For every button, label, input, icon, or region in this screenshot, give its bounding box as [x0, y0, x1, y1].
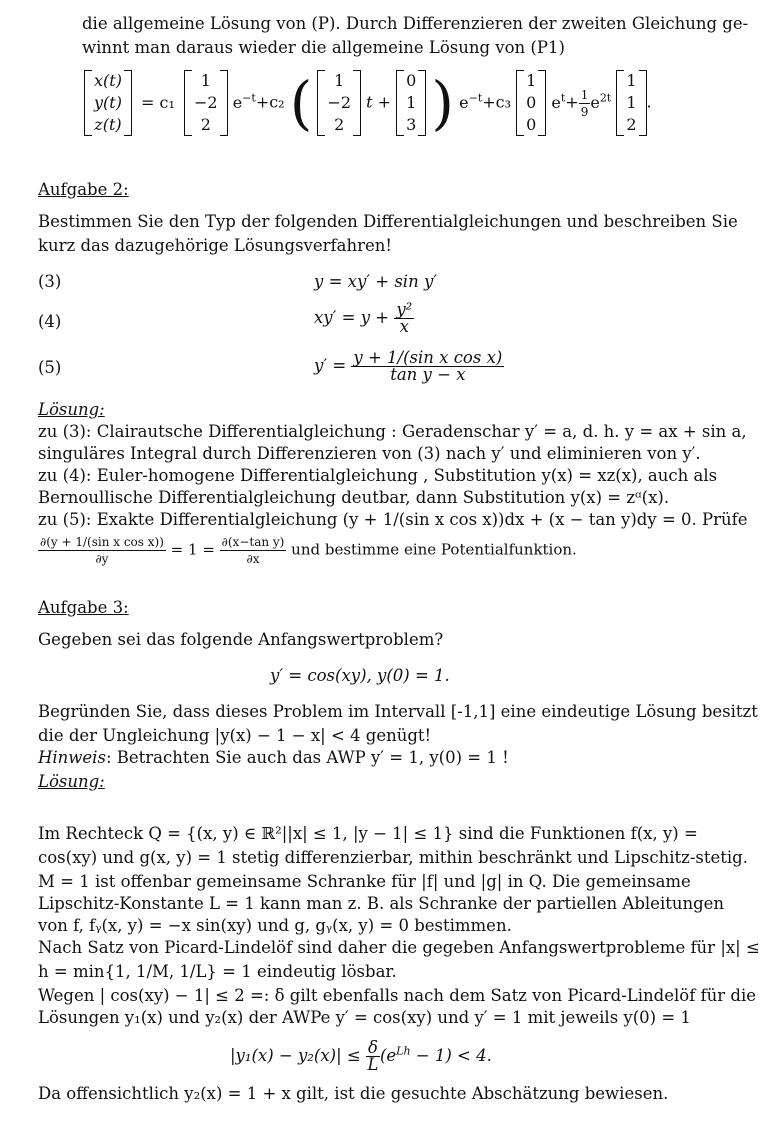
sol6-mid: = 1 = — [170, 540, 215, 559]
aufgabe3-p5: von f, fᵧ(x, y) = −x sin(xy) und g, gᵧ(x, y) = 0 bestimmen. — [38, 916, 512, 935]
aufgabe3-heading: Aufgabe 3: — [38, 598, 129, 617]
plus-c3: +c₃ — [482, 92, 512, 112]
v4-entry: 0 — [526, 93, 537, 112]
eq3: y = xy′ + sin y′ — [314, 272, 438, 291]
e-base: e — [551, 92, 561, 112]
v3-entry: 0 — [406, 71, 417, 90]
exp-term-2 — [459, 93, 482, 112]
vector-1 — [184, 70, 228, 136]
eq5-num: y + 1/(sin x cos x) — [353, 348, 503, 367]
v3-entry: 1 — [406, 93, 417, 112]
partial-frac-2 — [220, 534, 287, 567]
aufgabe3-text-1: Gegeben sei das folgende Anfangswertproblem? — [38, 630, 444, 649]
hint-label: Hinweis — [38, 748, 106, 767]
t-plus: t + — [366, 92, 392, 112]
sol6-tail: und bestimme eine Potentialfunktion. — [291, 540, 577, 559]
aufgabe3-p10: Da offensichtlich y₂(x) = 1 + x gilt, ist die gesuchte Abschätzung bewiesen. — [38, 1084, 669, 1103]
aufgabe2-heading: Aufgabe 2: — [38, 180, 129, 199]
aufgabe2-sol-2: singuläres Integral durch Differenzieren von (3) nach y′ und eliminieren von y′. — [38, 444, 701, 463]
vector-5 — [616, 70, 646, 136]
solution-vector-equation: x(t) y(t) z(t) = c₁ 1 −2 2 $e^{-t}+c_2$ ( 1 −2 2 t + 0 1 3 ) $e^{-t}+c_3$ 1 0 0 $e^t+$ $\frac{1}{9}$ $e^{2t}$ 1 1 2 . — [84, 70, 652, 136]
lhs-x: x(t) — [94, 71, 122, 90]
eq3-label: (3) — [38, 272, 62, 291]
eq5-label: (5) — [38, 358, 62, 377]
ineq-num: δ — [368, 1038, 378, 1057]
aufgabe2-sol-4: Bernoullische Differentialgleichung deutbar, dann Substitution y(x) = zᵅ(x). — [38, 488, 670, 507]
aufgabe3-p1: Im Rechteck Q = {(x, y) ∈ ℝ²||x| ≤ 1, |y − 1| ≤ 1} sind die Funktionen f(x, y) = — [38, 824, 698, 843]
frac-num: 1 — [580, 87, 589, 102]
v4-entry: 0 — [526, 115, 537, 134]
v5-entry: 1 — [626, 71, 637, 90]
partial-num: ∂(x−tan y) — [221, 535, 285, 549]
v1-entry: 1 — [200, 71, 211, 90]
left-paren: ( — [289, 69, 313, 137]
ineq-rhs: (e — [379, 1046, 397, 1065]
ineq-fraction — [366, 1040, 380, 1073]
v1-entry: 2 — [200, 115, 211, 134]
e-exponent: 2t — [599, 91, 612, 105]
aufgabe3-text-3: die der Ungleichung |y(x) − 1 − x| < 4 genügt! — [38, 726, 432, 745]
eq4-fraction — [394, 302, 414, 335]
intro-line-2: winnt man daraus wieder die allgemeine Lösung von (P1) — [82, 38, 565, 57]
e-exponent: −t — [468, 91, 483, 105]
v3-entry: 3 — [406, 115, 417, 134]
aufgabe2-sol-5: zu (5): Exakte Differentialgleichung (y + 1/(sin x cos x))dx + (x − tan y)dy = 0. Prüfe — [38, 510, 748, 529]
right-paren: ) — [431, 69, 455, 137]
e-base: e — [590, 92, 600, 112]
hint-text: : Betrachten Sie auch das AWP y′ = 1, y(0) = 1 ! — [105, 748, 509, 767]
eq5-lhs: y′ = — [314, 356, 347, 375]
e-exponent: t — [560, 91, 566, 105]
aufgabe2-text-2: kurz das dazugehörige Lösungsverfahren! — [38, 236, 393, 255]
intro-line-1: die allgemeine Lösung von (P). Durch Differenzieren der zweiten Gleichung ge- — [82, 14, 749, 33]
eq4-num: y² — [396, 300, 413, 319]
e-base: e — [232, 92, 243, 112]
aufgabe3-p2: cos(xy) und g(x, y) = 1 stetig differenzierbar, mithin beschränkt und Lipschitz-stetig. — [38, 848, 748, 867]
v2-entry: 2 — [334, 115, 345, 134]
frac-one-ninth — [579, 87, 591, 120]
aufgabe3-p9: Lösungen y₁(x) und y₂(x) der AWPe y′ = cos(xy) und y′ = 1 mit jeweils y(0) = 1 — [38, 1008, 691, 1027]
partial-num: ∂(y + 1/(sin x cos x)) — [40, 535, 164, 549]
v5-entry: 1 — [626, 93, 637, 112]
v2-entry: 1 — [334, 71, 345, 90]
lhs-vector — [84, 70, 132, 136]
eq4-lhs: xy′ = y + — [314, 308, 390, 327]
v2-entry: −2 — [327, 93, 352, 112]
ineq-lhs: |y₁(x) − y₂(x)| ≤ — [230, 1046, 361, 1065]
vector-3 — [396, 70, 426, 136]
aufgabe3-p6: Nach Satz von Picard-Lindelöf sind daher die gegeben Anfangswertprobleme für |x| ≤ — [38, 938, 760, 957]
v4-entry: 1 — [526, 71, 537, 90]
ineq-exp: Lh — [396, 1044, 411, 1058]
ineq-tail: − 1) < 4. — [410, 1046, 492, 1065]
period: . — [646, 92, 652, 112]
aufgabe3-p4: Lipschitz-Konstante L = 1 kann man z. B. als Schranke der partiellen Ableitungen — [38, 894, 725, 913]
aufgabe3-awp: y′ = cos(xy), y(0) = 1. — [270, 666, 450, 685]
v1-entry: −2 — [194, 93, 218, 112]
eq-c1: = c₁ — [141, 92, 175, 112]
partial-frac-1 — [38, 534, 166, 567]
vector-4 — [516, 70, 546, 136]
aufgabe2-sol-3: zu (4): Euler-homogene Differentialgleichung , Substitution y(x) = xz(x), auch als — [38, 466, 718, 485]
exp-term-1 — [233, 93, 256, 112]
aufgabe2-text-1: Bestimmen Sie den Typ der folgenden Differentialgleichungen und beschreiben Sie — [38, 212, 738, 231]
eq5 — [314, 350, 504, 383]
eq4-label: (4) — [38, 312, 62, 331]
aufgabe2-loesung: Lösung: — [38, 400, 105, 419]
eq4 — [314, 302, 414, 335]
aufgabe2-sol-6 — [38, 534, 577, 567]
plus-c2: +c₂ — [255, 92, 285, 112]
aufgabe3-p3: M = 1 ist offenbar gemeinsame Schranke für |f| und |g| in Q. Die gemeinsame — [38, 872, 691, 891]
lhs-z: z(t) — [94, 115, 122, 134]
partial-den: ∂y — [95, 552, 109, 566]
lhs-y: y(t) — [94, 93, 122, 112]
aufgabe3-p8: Wegen | cos(xy) − 1| ≤ 2 =: δ gilt ebenfalls nach dem Satz von Picard-Lindelöf für die — [38, 986, 757, 1005]
aufgabe3-hint — [38, 748, 509, 768]
aufgabe3-text-2: Begründen Sie, dass dieses Problem im Intervall [-1,1] eine eindeutige Lösung besitzt — [38, 702, 758, 721]
eq5-den: tan y − x — [390, 365, 466, 384]
ineq-den: L — [367, 1055, 379, 1074]
frac-den: 9 — [580, 104, 589, 119]
aufgabe2-sol-1: zu (3): Clairautsche Differentialgleichung : Geradenschar y′ = a, d. h. y = ax + sin a, — [38, 422, 747, 441]
e-base: e — [459, 92, 469, 112]
exp-term-3 — [551, 93, 565, 112]
partial-den: ∂x — [246, 552, 260, 566]
e-exponent: −t — [242, 91, 256, 105]
aufgabe3-loesung: Lösung: — [38, 772, 105, 791]
aufgabe3-inequality — [230, 1040, 492, 1073]
eq4-den: x — [399, 317, 409, 336]
exp-term-4 — [590, 93, 611, 112]
vector-2 — [317, 70, 361, 136]
aufgabe3-p7: h = min{1, 1/M, 1/L} = 1 eindeutig lösbar. — [38, 962, 397, 981]
v5-entry: 2 — [626, 115, 637, 134]
eq5-fraction — [351, 350, 504, 383]
